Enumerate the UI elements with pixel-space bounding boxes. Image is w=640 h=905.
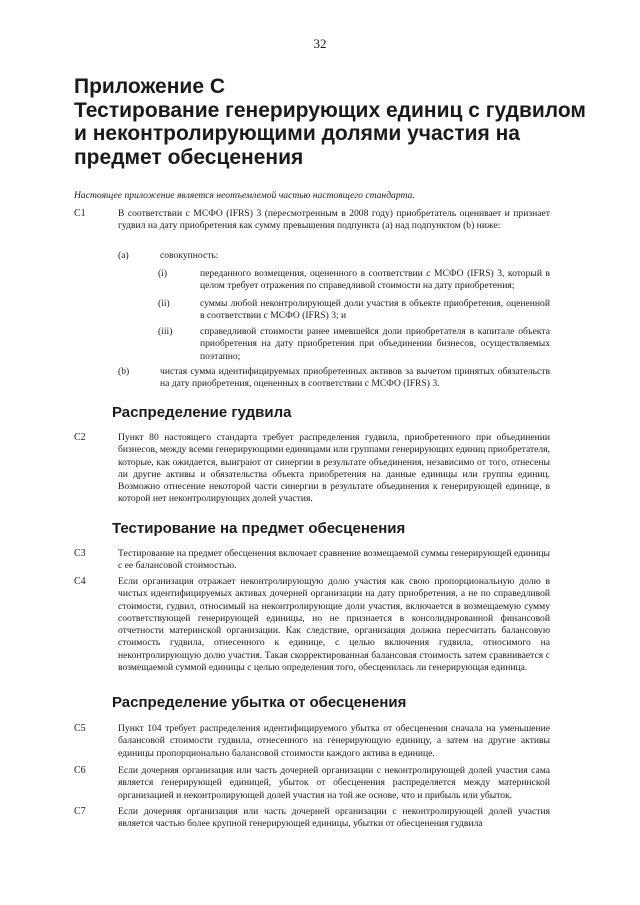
subitem-ii-text: суммы любой неконтролирующей доли участия в объекте приобретения, оцененной в соответствии с МСФО (IFRS) 3; и (200, 298, 550, 322)
paragraph-c2-text: Пункт 80 настоящего стандарта требует распределения гудвила, приобретенного при объединении бизнесов, между всеми генерирующими единицами или группами генерирующих единиц приобретателя, которые, как ожидается, выиграют от синергии в результате объединения, независимо от того, отнесены ли другие активы и обязательства объекта приобретения на данные единицы или группы единиц. Возможно отнесение некоторой части синергии в результате объединения к генерирующей единице, в которой нет неконтролирующих долей участия. (118, 432, 550, 505)
item-b-label: (b) (118, 366, 130, 377)
section-heading-impairment-loss-allocation: Распределение убытка от обесценения (112, 694, 407, 711)
paragraph-c7-text: Если дочерняя организация или часть дочерней организации с неконтролирующей долей участия является частью более крупной генерирующей единицы, убытки от обесценения гудвила (118, 806, 550, 830)
section-heading-impairment-testing: Тестирование на предмет обесценения (112, 520, 406, 537)
paragraph-number-c3: С3 (74, 548, 86, 559)
item-b-text: чистая сумма идентифицируемых приобретенных активов за вычетом принятых обязательств на дату приобретения, оцененных в соответствии с МСФО (IFRS) 3. (160, 366, 550, 390)
subitem-ii-label: (ii) (158, 298, 170, 309)
paragraph-number-c4: С4 (74, 576, 86, 587)
paragraph-c6-text: Если дочерняя организация или часть дочерней организации с неконтролирующей долей участия сама является генерирующей единицей, убыток от обесценения распределяется между материнской организацией и неконтролирующей долей участия на той же основе, что и прибыль или убыток. (118, 765, 550, 801)
title-line-4: предмет обесценения (74, 145, 304, 169)
title-line-2: Тестирование генерирующих единиц с гудвилом (74, 98, 586, 122)
title-line-3: и неконтролирующими долями участия на (74, 122, 520, 145)
item-a-label: (а) (118, 250, 129, 261)
paragraph-c1-text: В соответствии с МСФО (IFRS) 3 (пересмотренным в 2008 году) приобретатель оценивает и признает гудвил на дату приобретения как сумму превышения подпункта (а) над подпунктом (b) ниже: (118, 208, 550, 232)
section-heading-goodwill-allocation: Распределение гудвила (112, 404, 292, 421)
paragraph-c5-text: Пункт 104 требует распределения идентифицируемого убытка от обесценения сначала на уменьшение балансовой стоимости гудвила, отнесенного на генерирующую единицу, а затем на другие активы единицы пропорционально балансовой стоимости каждого актива в единице. (118, 723, 550, 759)
title-line-1: Приложение С (74, 75, 226, 98)
item-a-text: совокупность: (160, 250, 219, 261)
page-number: 32 (313, 36, 327, 51)
appendix-title (74, 75, 594, 169)
subitem-i-text: переданного возмещения, оцененного в соответствии с МСФО (IFRS) 3, который в целом требует отражения по справедливой стоимости на дату приобретения; (200, 268, 550, 292)
paragraph-number-c5: С5 (74, 723, 86, 734)
paragraph-number-c6: С6 (74, 765, 86, 776)
subitem-i-label: (i) (158, 268, 168, 279)
intro-note: Настоящее приложение является неотъемлемой частью настоящего стандарта. (74, 190, 415, 201)
paragraph-c4-text: Если организация отражает неконтролирующую долю участия как свою пропорциональную долю в чистых идентифицируемых активах дочерней организации на дату приобретения, а не по справедливой стоимости, гудвил, относимый на неконтролирующие доли участия, включается в возмещаемую сумму соответствующей генерирующей единицы, но не признается в консолидированной финансовой отчетности материнской организации. Как следствие, организация должна пересчитать балансовую стоимость гудвила, отнесенного к единице, с целью включения гудвила, относимого на неконтролирующую долю участия. Такая скорректированная балансовая стоимость затем сравнивается с возмещаемой суммой единицы с целью определения того, обесценилась ли генерирующая единица. (118, 576, 550, 674)
subitem-iii-label: (iii) (158, 326, 173, 337)
paragraph-number-c7: С7 (74, 806, 86, 817)
paragraph-number-c2: С2 (74, 432, 86, 443)
subitem-iii-text: справедливой стоимости ранее имевшейся доли приобретателя в капитале объекта приобретения на дату приобретения при объединении бизнесов, осуществляемых поэтапно; (200, 326, 550, 362)
paragraph-c3-text: Тестирование на предмет обесценения включает сравнение возмещаемой суммы генерирующей единицы с ее балансовой стоимостью. (118, 548, 550, 572)
paragraph-number-c1: С1 (74, 208, 86, 219)
